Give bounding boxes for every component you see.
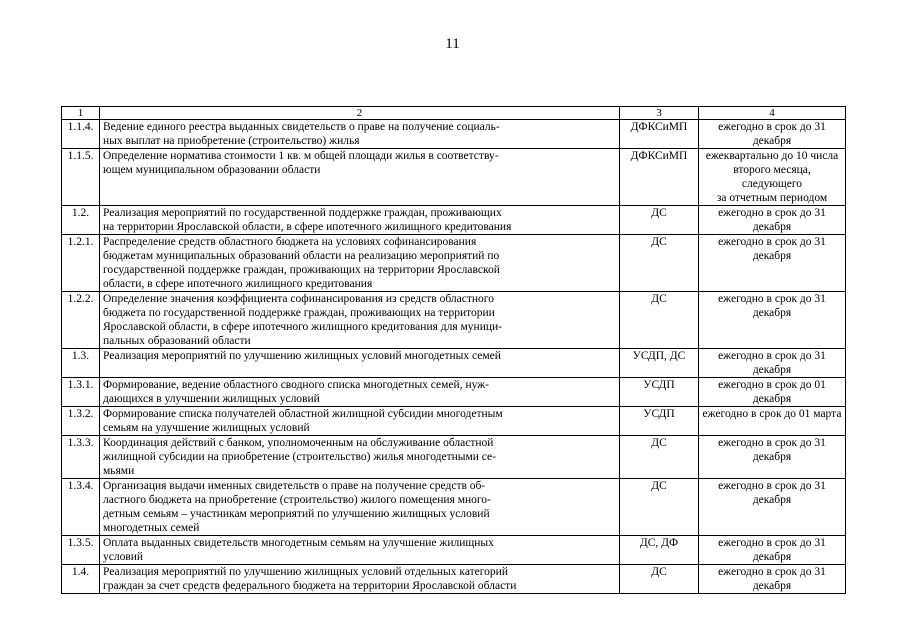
table-row [62,436,846,479]
row-number: 1.3.4. [62,479,100,536]
description-line: Формирование списка получателей областной жилищной субсидии многодетным [103,408,503,420]
row-description [100,349,620,378]
row-deadline [699,479,846,536]
row-description [100,378,620,407]
row-responsible: ДС [620,436,699,479]
description-line: Ведение единого реестра выданных свидетельств о праве на получение социаль- [103,121,500,133]
row-responsible: ДС, ДФ [620,536,699,565]
description-line: ющем муниципальном образовании области [103,164,321,176]
row-description [100,149,620,206]
row-responsible: ДС [620,565,699,594]
description-line: пальных образований области [103,335,251,347]
description-line: условий [103,551,144,563]
row-deadline [699,206,846,235]
deadline-line: ежегодно в срок до 01 декабря [718,379,826,405]
description-line: Ярославской области, в сфере ипотечного жилищного кредитования для муници- [103,321,502,333]
deadline-line: ежегодно в срок до 01 марта [702,408,842,420]
row-description [100,479,620,536]
row-deadline [699,565,846,594]
row-responsible: ДФКСиМП [620,120,699,149]
row-responsible: ДС [620,292,699,349]
table-row [62,479,846,536]
description-line: граждан за счет средств федерального бюджета на территории Ярославской области [103,580,517,592]
description-line: мьями [103,465,135,477]
row-description [100,206,620,235]
row-responsible: ДС [620,235,699,292]
row-deadline [699,407,846,436]
row-number: 1.3.1. [62,378,100,407]
row-deadline [699,436,846,479]
description-line: Реализация мероприятий по улучшению жилищных условий многодетных семей [103,350,501,362]
row-responsible: ДФКСиМП [620,149,699,206]
row-number: 1.1.4. [62,120,100,149]
row-number: 1.3.5. [62,536,100,565]
row-number: 1.2. [62,206,100,235]
row-number: 1.3.3. [62,436,100,479]
deadline-line: ежегодно в срок до 31 декабря [718,537,826,563]
row-number: 1.2.1. [62,235,100,292]
header-cell-2: 2 [100,107,620,120]
table-row [62,536,846,565]
row-number: 1.1.5. [62,149,100,206]
table-row [62,378,846,407]
deadline-line: второго месяца, следующего [733,164,811,190]
table-row [62,565,846,594]
description-line: Определение норматива стоимости 1 кв. м общей площади жилья в соответству- [103,150,499,162]
row-description [100,536,620,565]
row-number: 1.2.2. [62,292,100,349]
description-line: бюджетам муниципальных образований области на реализацию мероприятий по [103,250,500,262]
row-deadline [699,235,846,292]
row-description [100,407,620,436]
description-line: ных выплат на приобретение (строительство) жилья [103,135,360,147]
deadline-line: ежегодно в срок до 31 декабря [718,480,826,506]
row-deadline [699,149,846,206]
table-row [62,206,846,235]
row-responsible: УСДП, ДС [620,349,699,378]
description-line: области, в сфере ипотечного жилищного кредитования [103,278,373,290]
row-responsible: УСДП [620,378,699,407]
description-line: детным семьям – участникам мероприятий по улучшению жилищных условий [103,508,490,520]
table-row [62,235,846,292]
table-row [62,407,846,436]
row-deadline [699,120,846,149]
row-description [100,436,620,479]
row-description [100,292,620,349]
description-line: Формирование, ведение областного сводного списка многодетных семей, нуж- [103,379,489,391]
description-line: государственной поддержке граждан, проживающих на территории Ярославской [103,264,500,276]
row-deadline [699,536,846,565]
description-line: Оплата выданных свидетельств многодетным семьям на улучшение жилищных [103,537,494,549]
deadline-line: ежегодно в срок до 31 декабря [718,236,826,262]
description-line: Распределение средств областного бюджета на условиях софинансирования [103,236,477,248]
table-row [62,149,846,206]
deadline-line: ежегодно в срок до 31 декабря [718,350,826,376]
description-line: Координация действий с банком, уполномоченным на обслуживание областной [103,437,494,449]
description-line: многодетных семей [103,522,200,534]
row-number: 1.3.2. [62,407,100,436]
row-description [100,235,620,292]
description-line: Организация выдачи именных свидетельств о праве на получение средств об- [103,480,486,492]
header-cell-4: 4 [699,107,846,120]
row-description [100,565,620,594]
page-number: 11 [445,36,460,52]
description-line: Реализация мероприятий по государственной поддержке граждан, проживающих [103,207,502,219]
deadline-line: ежегодно в срок до 31 декабря [718,207,826,233]
table-row [62,349,846,378]
row-description [100,120,620,149]
row-responsible: ДС [620,206,699,235]
header-cell-1: 1 [62,107,100,120]
row-deadline [699,349,846,378]
row-responsible: ДС [620,479,699,536]
deadline-line: ежегодно в срок до 31 декабря [718,121,826,147]
description-line: Реализация мероприятий по улучшению жилищных условий отдельных категорий [103,566,508,578]
header-cell-3: 3 [620,107,699,120]
row-deadline [699,378,846,407]
table-body [62,107,846,594]
activities-table [61,106,846,594]
deadline-line: ежеквартально до 10 числа [705,150,839,162]
description-line: на территории Ярославской области, в сфере ипотечного жилищного кредитования [103,221,512,233]
row-deadline [699,292,846,349]
table-row [62,120,846,149]
deadline-line: за отчетным периодом [716,192,828,204]
description-line: ластного бюджета на приобретение (строительство) жилого помещения много- [103,494,491,506]
description-line: бюджета по государственной поддержке граждан, проживающих на территории [103,307,495,319]
table-row [62,292,846,349]
description-line: Определение значения коэффициента софинансирования из средств областного [103,293,494,305]
row-number: 1.4. [62,565,100,594]
row-responsible: УСДП [620,407,699,436]
description-line: жилищной субсидии на приобретение (строительство) жилья многодетными се- [103,451,496,463]
description-line: дающихся в улучшении жилищных условий [103,393,320,405]
row-number: 1.3. [62,349,100,378]
deadline-line: ежегодно в срок до 31 декабря [718,293,826,319]
deadline-line: ежегодно в срок до 31 декабря [718,566,826,592]
description-line: семьям на улучшение жилищных условий [103,422,310,434]
deadline-line: ежегодно в срок до 31 декабря [718,437,826,463]
table-header-row [62,107,846,120]
